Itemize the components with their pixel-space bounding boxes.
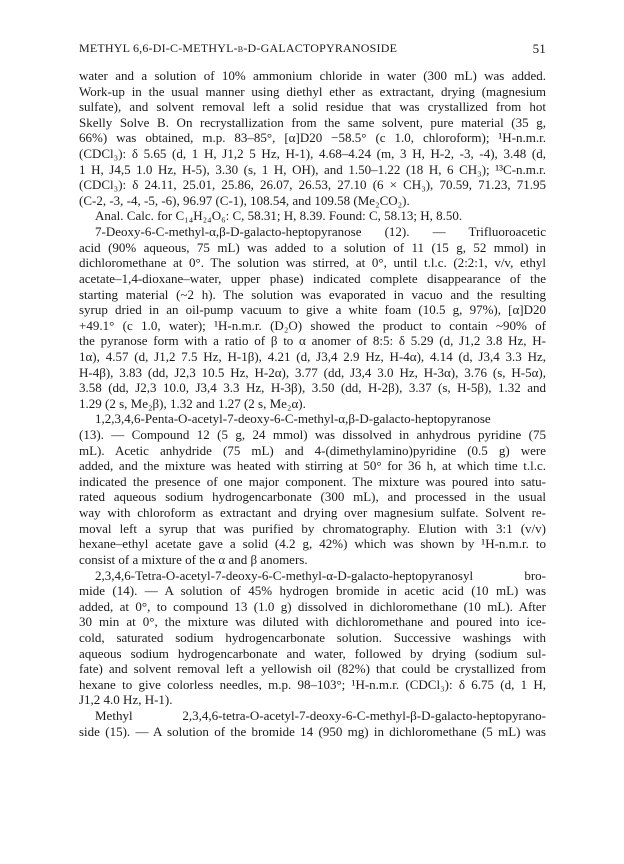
page-number: 51 xyxy=(532,41,546,56)
text-line: 3.58 (dd, J2,3 10.0, J3,4 3.3 Hz, H-3β), 3.50 (dd, H-2β), 3.37 (s, H-5β), 1.32 and xyxy=(79,380,546,396)
text-line: (CDCl₃): δ 5.65 (d, 1 H, J1,2 5 Hz, H-1), 4.68–4.24 (m, 3 H, H-2, -3, -4), 3.48 (d, xyxy=(79,146,546,162)
text-line: the pyranose form with a ratio of β to α anomer of 8:5: δ 5.29 (d, J1,2 3.8 Hz, H- xyxy=(79,333,546,349)
text-line: Skelly Solve B. On recrystallization from the same solvent, pure material (35 g, xyxy=(79,114,546,130)
running-title: METHYL 6,6-DI-C-METHYL-β-D-GALACTOPYRANOSIDE xyxy=(79,41,398,55)
text-line: (13). — Compound 12 (5 g, 24 mmol) was dissolved in anhydrous pyridine (75 xyxy=(79,427,546,443)
text-line: mide (14). — A solution of 45% hydrogen bromide in acetic acid (10 mL) was xyxy=(79,583,546,599)
text-line: Work-up in the usual manner using diethyl ether as extractant, drying (magnesium xyxy=(79,83,546,99)
text-line: hexane to give colorless needles, m.p. 98–103°; ¹H-n.m.r. (CDCl₃): δ 6.75 (d, 1 H, xyxy=(79,676,546,692)
text-line: acetate–1,4-dioxane–water, upper phase) indicated complete disappearance of the xyxy=(79,270,546,286)
running-header xyxy=(79,41,546,57)
compound-heading-15: Methyl 2,3,4,6-tetra-O-acetyl-7-deoxy-6-C-methyl-β-D-galacto-heptopyrano- xyxy=(95,707,546,723)
text-line: added, and the mixture was heated with stirring at 50° for 36 h, at which time t.l.c. xyxy=(79,458,546,474)
text-line: added, at 0°, to compound 13 (1.0 g) dissolved in dichloromethane (10 mL). After xyxy=(79,598,546,614)
text-line: water and a solution of 10% ammonium chloride in water (300 mL) was added. xyxy=(79,68,546,83)
text-line: 1 H, J4,5 1.0 Hz, H-5), 3.30 (s, 1 H, OH), and 1.50–1.22 (18 H, 6 CH₃); ¹³C-n.m.r. xyxy=(79,161,546,177)
text-line: dichloromethane at 0°. The solution was stirred, at 0°, until t.l.c. (2:2:1, v/v, ethyl xyxy=(79,255,546,271)
text-line: H-4β), 3.83 (dd, J2,3 10.5 Hz, H-2α), 3.77 (dd, J3,4 3.0 Hz, H-3α), 3.76 (s, H-5α), xyxy=(79,364,546,380)
text-line: 1α), 4.57 (d, J1,2 7.5 Hz, H-1β), 4.21 (d, J3,4 2.9 Hz, H-4α), 4.14 (d, J3,4 3.3 Hz, xyxy=(79,348,546,364)
text-line: 30 min at 0°, the mixture was diluted with dichloromethane and poured into ice- xyxy=(79,614,546,630)
text-line: side (15). — A solution of the bromide 14 (950 mg) in dichloromethane (5 mL) was xyxy=(79,723,546,739)
text-line: hexane–ethyl acetate gave a solid (4.2 g, 42%) which was shown by ¹H-n.m.r. to xyxy=(79,536,546,552)
text-line: cold, saturated sodium hydrogencarbonate solution. Successive washings with xyxy=(79,629,546,645)
text-line: fate) and solvent removal left a yellowish oil (82%) that could be crystallized from xyxy=(79,661,546,677)
text-line: way with chloroform as extractant and drying over magnesium sulfate. Solvent re- xyxy=(79,505,546,521)
body-text xyxy=(79,68,546,739)
text-line: moval left a syrup that was purified by chromatography. Elution with 3:1 (v/v) xyxy=(79,520,546,536)
text-line: (C-2, -3, -4, -5, -6), 96.97 (C-1), 108.54, and 109.58 (Me₂CO₂). xyxy=(79,192,410,208)
text-line: rated aqueous sodium hydrogencarbonate (300 mL), and processed in the usual xyxy=(79,489,546,505)
text-line: consist of a mixture of the α and β anomers. xyxy=(79,551,308,567)
text-line: mL). Acetic anhydride (75 mL) and 4-(dimethylamino)pyridine (0.5 g) were xyxy=(79,442,546,458)
text-line: +49.1° (c 1.0, water); ¹H-n.m.r. (D₂O) showed the product to contain ~90% of xyxy=(79,317,546,333)
compound-heading-13: 1,2,3,4,6-Penta-O-acetyl-7-deoxy-6-C-methyl-α,β-D-galacto-heptopyranose xyxy=(95,411,491,427)
text-line: indicated the presence of one major component. The mixture was poured into satu- xyxy=(79,473,546,489)
text-line: acid (90% aqueous, 75 mL) was added to a solution of 11 (15 g, 52 mmol) in xyxy=(79,239,546,255)
analysis-line: Anal. Calc. for C₁₄H₂₄O₆: C, 58.31; H, 8.39. Found: C, 58.13; H, 8.50. xyxy=(95,208,463,224)
compound-heading-14: 2,3,4,6-Tetra-O-acetyl-7-deoxy-6-C-methyl-α-D-galacto-heptopyranosyl bro- xyxy=(95,567,546,583)
text-line: sulfate), and solvent removal left a solid residue that was crystallized from hot xyxy=(79,99,546,115)
text-line: 1.29 (2 s, Me₂β), 1.32 and 1.27 (2 s, Me₂α). xyxy=(79,395,306,411)
text-line: starting material (~2 h). The solution was evaporated in vacuo and the resulting xyxy=(79,286,546,302)
text-line: syrup dried in an oil-pump vacuum to give a white foam (10.5 g, 97%), [α]D20 xyxy=(79,302,546,318)
text-line: J1,2 4.0 Hz, H-1). xyxy=(79,692,173,708)
text-line: aqueous sodium hydrogencarbonate and water, followed by drying (sodium sul- xyxy=(79,645,546,661)
compound-heading-12: 7-Deoxy-6-C-methyl-α,β-D-galacto-heptopyranose (12). — Trifluoroacetic xyxy=(95,224,546,240)
text-line: 66%) was obtained, m.p. 83–85°, [α]D20 −58.5° (c 1.0, chloroform); ¹H-n.m.r. xyxy=(79,130,546,146)
text-line: (CDCl₃): δ 24.11, 25.01, 25.86, 26.07, 26.53, 27.10 (6 × CH₃), 70.59, 71.23, 71.95 xyxy=(79,177,546,193)
